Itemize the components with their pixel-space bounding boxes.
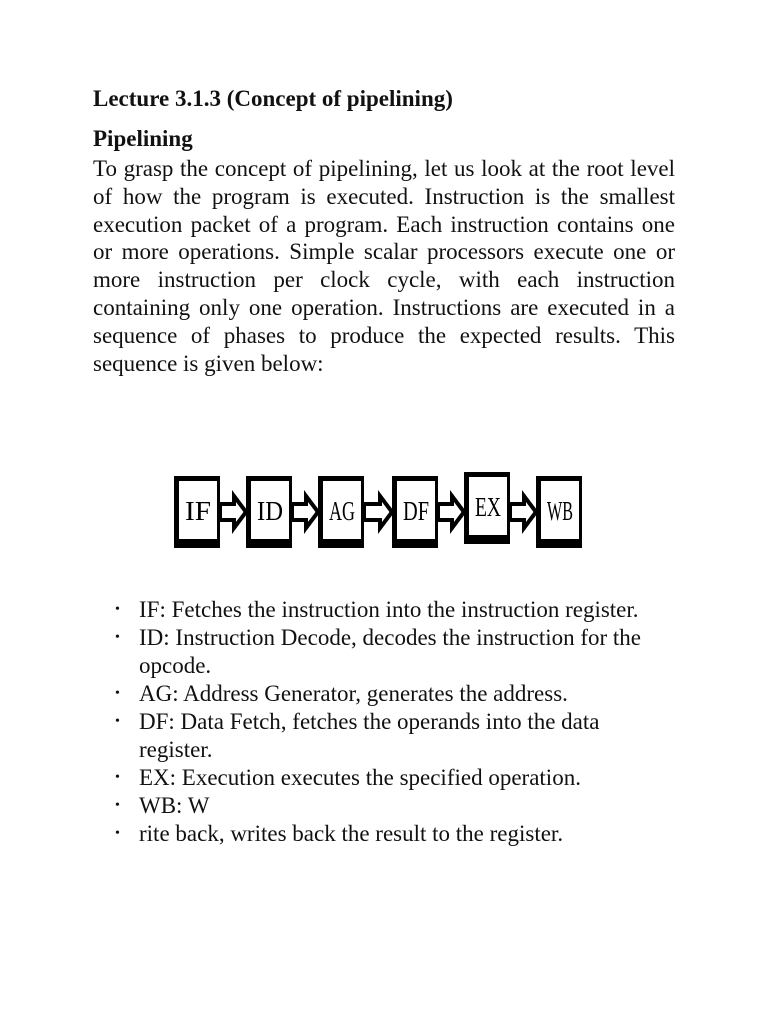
stage-label: EX	[475, 492, 502, 522]
list-item	[115, 680, 675, 708]
section-heading: Pipelining	[93, 126, 193, 151]
list-item-text: IF: Fetches the instruction into the instruction register.	[139, 597, 639, 622]
bullet-icon: •	[115, 826, 120, 841]
stage-label: DF	[403, 496, 429, 526]
list-item-text: DF: Data Fetch, fetches the operands into the data register.	[139, 709, 600, 762]
arrow-right-icon	[364, 496, 392, 528]
list-item-text: EX: Execution executes the specified operation.	[139, 765, 581, 790]
pipeline-stage-df	[392, 476, 438, 548]
pipeline-stage-ex	[464, 472, 510, 544]
list-item	[115, 596, 675, 624]
list-item-text: WB: W	[139, 793, 210, 818]
arrow-right-icon	[510, 496, 536, 528]
list-item	[115, 792, 675, 820]
pipeline-diagram	[172, 470, 582, 552]
list-item	[115, 708, 675, 764]
lecture-title: Lecture 3.1.3 (Concept of pipelining)	[93, 86, 453, 111]
pipeline-stage-ag	[318, 476, 364, 548]
stage-label: WB	[547, 496, 573, 526]
list-item-text: rite back, writes back the result to the register.	[139, 821, 564, 846]
intro-paragraph: To grasp the concept of pipelining, let us look at the root level of how the program is executed. Instruction is the smallest execution packet of a program. Each instruction contains one or more operations. Simple scalar processors execute one or more instruction per clock cycle, with each instruction containing only one operation. Instructions are executed in a sequence of phases to produce the expected results. This sequence is given below:	[93, 156, 675, 376]
pipeline-svg	[172, 470, 582, 552]
list-item	[115, 624, 675, 680]
pipeline-stage-wb	[536, 476, 582, 548]
pipeline-stage-if	[174, 476, 220, 548]
bullet-icon: •	[115, 686, 120, 701]
bullet-icon: •	[115, 714, 120, 729]
bullet-icon: •	[115, 770, 120, 785]
bullet-icon: •	[115, 798, 120, 813]
arrow-right-icon	[292, 496, 318, 528]
stage-label: IF	[185, 496, 211, 526]
pipeline-stage-id	[246, 476, 292, 548]
arrow-right-icon	[220, 496, 246, 528]
stage-label: AG	[329, 496, 355, 526]
bullet-icon: •	[115, 630, 120, 645]
list-item	[115, 764, 675, 792]
bullet-icon: •	[115, 602, 120, 617]
stage-description-list	[115, 596, 675, 848]
list-item-text: AG: Address Generator, generates the address.	[139, 681, 568, 706]
list-item-text: ID: Instruction Decode, decodes the instruction for the opcode.	[139, 625, 642, 678]
list-item	[115, 820, 675, 848]
arrow-right-icon	[438, 496, 464, 528]
stage-label: ID	[257, 496, 283, 526]
